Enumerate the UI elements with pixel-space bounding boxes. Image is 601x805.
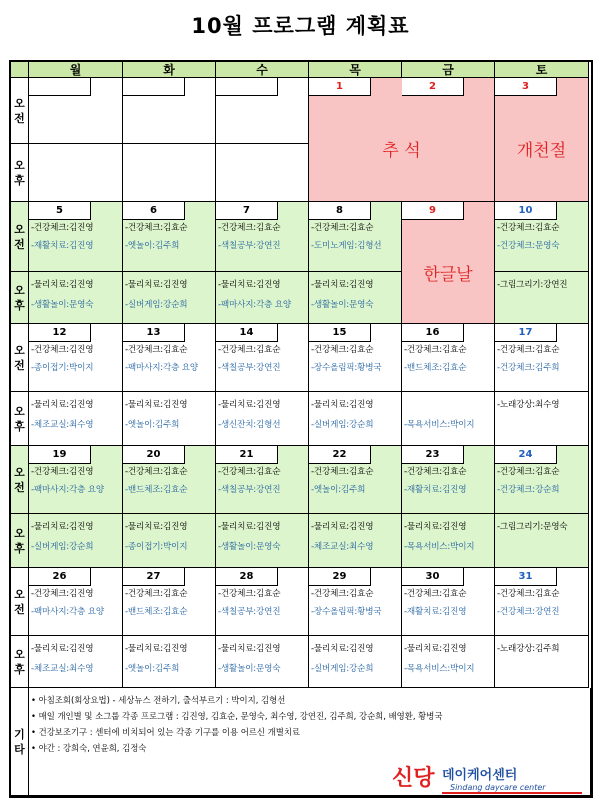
week3-am-2[interactable] [216, 324, 309, 392]
week5-pm-4[interactable] [402, 636, 495, 688]
schedule-line: -물리치료:김진영 [125, 522, 188, 532]
week2-am-1[interactable] [123, 202, 216, 272]
schedule-line: -물리치료:김진영 [125, 280, 188, 290]
schedule-line: -건강체크:김효순 [218, 345, 281, 355]
week4-pm-2[interactable] [216, 514, 309, 568]
schedule-line: -건강체크:김효순 [497, 467, 560, 477]
week2-am-0[interactable] [29, 202, 123, 272]
side-am-week1 [11, 78, 29, 144]
week2-am-2[interactable] [216, 202, 309, 272]
schedule-line: -엣놀이:김주희 [125, 664, 180, 674]
side-pm-week1-text: 오후 [14, 158, 25, 187]
week3-pm-3[interactable] [309, 392, 402, 446]
page-title: 10월 프로그램 계획표 [191, 14, 410, 38]
schedule-line: -물리치료:김진영 [31, 400, 94, 410]
schedule-line: -물리치료:김진영 [311, 280, 374, 290]
schedule-line: -물리치료:김진영 [311, 400, 374, 410]
side-etc-text: 기타 [14, 727, 25, 756]
schedule-line: -생활놀이:문영숙 [311, 300, 374, 310]
schedule-line: -물리치료:김진영 [218, 400, 281, 410]
schedule-line: -장수올림픽:황병국 [311, 363, 382, 373]
schedule-line: -건강체크:김효순 [125, 223, 188, 233]
schedule-line: -체조교실:최수영 [311, 542, 374, 552]
week5-am-2[interactable] [216, 568, 309, 636]
date-21: 21 [216, 446, 278, 464]
empty-cell-pm-1 [123, 144, 216, 202]
week2-pm-0[interactable] [29, 272, 123, 324]
side-am-week3 [11, 324, 29, 392]
holiday-gaecheon-label: 개천절 [516, 141, 567, 161]
weekday-header-1: 화 [123, 62, 216, 78]
date-24: 24 [495, 446, 557, 464]
week5-pm-2[interactable] [216, 636, 309, 688]
schedule-line: -물리치료:김진영 [31, 644, 94, 654]
side-am-week1-text: 오전 [14, 96, 25, 125]
week4-pm-0[interactable] [29, 514, 123, 568]
schedule-line: -건강체크:김효순 [125, 345, 188, 355]
weekday-header-3: 목 [309, 62, 402, 78]
week4-am-0[interactable] [29, 446, 123, 514]
schedule-line: -재활치료:김진영 [404, 485, 467, 495]
side-pm-week1 [11, 144, 29, 202]
holiday-hangeul-label: 한글날 [423, 265, 473, 285]
week4-pm-4[interactable] [402, 514, 495, 568]
schedule-line: -건강체크:김효순 [311, 223, 374, 233]
empty-cell-am-2 [216, 78, 309, 144]
week5-pm-1[interactable] [123, 636, 216, 688]
schedule-line: -종이접기:박이지 [125, 542, 188, 552]
holiday-hangeul [402, 202, 495, 324]
week2-pm-3[interactable] [309, 272, 402, 324]
note-line: • 매일 개인별 및 소그룹 각종 프로그램 : 김진영, 김효순, 문영숙, 최수영, 강연진, 김주희, 강순희, 배영환, 황병국 [31, 711, 443, 721]
date-5: 5 [29, 202, 91, 220]
schedule-line: -노래강상:김주희 [497, 644, 560, 654]
side-pm-week4 [11, 514, 29, 568]
note-line: • 야간 : 강희숙, 연윤희, 김정숙 [31, 743, 147, 753]
week2-am-3[interactable] [309, 202, 402, 272]
schedule-line: -물리치료:김진영 [31, 280, 94, 290]
schedule-line: -도미노게임:김형선 [311, 241, 382, 251]
week5-am-1[interactable] [123, 568, 216, 636]
weekday-header-0: 월 [29, 62, 123, 78]
side-pm-week5-text: 오후 [14, 647, 25, 676]
schedule-line: -체조교실:최수영 [31, 420, 94, 430]
schedule-line: -건강체크:김효순 [311, 345, 374, 355]
week3-am-1[interactable] [123, 324, 216, 392]
schedule-line: -건강체크:강연진 [497, 607, 560, 617]
side-pm-week2-text: 오후 [14, 283, 25, 312]
side-am-week2-text: 오전 [14, 222, 25, 251]
schedule-line: -체조교실:최수영 [31, 664, 94, 674]
side-etc [11, 688, 29, 796]
schedule-line: -실버게임:강순희 [311, 420, 374, 430]
schedule-line: -건강체크:김효순 [125, 467, 188, 477]
calendar-table [9, 60, 593, 798]
note-line: • 건강보조기구 : 센터에 비치되어 있는 각종 기구를 이용 어르신 개별치료 [31, 727, 300, 737]
side-am-week5-text: 오전 [14, 587, 25, 616]
schedule-line: -물리치료:김진영 [31, 522, 94, 532]
empty-cell-pm-2 [216, 144, 309, 202]
week4-am-1[interactable] [123, 446, 216, 514]
center-logo [390, 765, 590, 795]
week4-pm-1[interactable] [123, 514, 216, 568]
schedule-line: -물리치료:김진영 [311, 644, 374, 654]
header-corner [11, 62, 29, 78]
week5-pm-5[interactable] [495, 636, 589, 688]
empty-cell-pm-0 [29, 144, 123, 202]
schedule-line: -생활놀이:문영숙 [31, 300, 94, 310]
week5-pm-3[interactable] [309, 636, 402, 688]
date-box-empty [216, 78, 278, 96]
week4-am-4[interactable] [402, 446, 495, 514]
schedule-line: -팩마사지:각층 요양 [31, 485, 104, 495]
schedule-line: -물리치료:김진영 [311, 522, 374, 532]
holiday-chuseok [309, 78, 495, 202]
schedule-line: -생신잔치:김형선 [218, 420, 281, 430]
side-am-week2 [11, 202, 29, 272]
date-20: 20 [123, 446, 185, 464]
schedule-line: -엣놀이:김주희 [125, 241, 180, 251]
schedule-line: -색칠공부:강연진 [218, 607, 281, 617]
date-box-empty [123, 78, 185, 96]
schedule-line: -색칠공부:강연진 [218, 241, 281, 251]
date-1: 1 [309, 78, 371, 96]
schedule-line: -팩마사지:각층 요양 [125, 363, 198, 373]
schedule-line: -건강체크:김효순 [404, 345, 467, 355]
date-box-empty [29, 78, 91, 96]
empty-cell-am-1 [123, 78, 216, 144]
date-23: 23 [402, 446, 464, 464]
date-30: 30 [402, 568, 464, 586]
schedule-line: -물리치료:김진영 [404, 644, 467, 654]
schedule-line: -건강체크:김진영 [31, 345, 94, 355]
weekday-header-2: 수 [216, 62, 309, 78]
schedule-line: -실버게임:강순희 [125, 300, 188, 310]
week4-am-5[interactable] [495, 446, 589, 514]
date-31: 31 [495, 568, 557, 586]
date-28: 28 [216, 568, 278, 586]
schedule-line: -장수올림픽:황병국 [311, 607, 382, 617]
date-26: 26 [29, 568, 91, 586]
week3-pm-5[interactable] [495, 392, 589, 446]
week5-am-0[interactable] [29, 568, 123, 636]
schedule-line: -물리치료:김진영 [125, 644, 188, 654]
week5-am-3[interactable] [309, 568, 402, 636]
date-14: 14 [216, 324, 278, 342]
schedule-line: -목욕서비스:박이지 [404, 664, 475, 674]
schedule-line: -색칠공부:강연진 [218, 485, 281, 495]
schedule-line: -재활치료:김진영 [31, 241, 94, 251]
week2-pm-5[interactable] [495, 272, 589, 324]
schedule-line: -건강체크:김효순 [218, 589, 281, 599]
schedule-line: -노래강상:최수영 [497, 400, 560, 410]
side-am-week4 [11, 446, 29, 514]
weekday-header-4: 금 [402, 62, 495, 78]
date-9: 9 [402, 202, 464, 220]
schedule-line: -그림그리기:강연진 [497, 280, 568, 290]
schedule-line: -색칠공부:강연진 [218, 363, 281, 373]
schedule-line: -목욕서비스:박이지 [404, 420, 475, 430]
schedule-line: -건강체크:김효순 [218, 467, 281, 477]
schedule-line: -실버게임:강순희 [31, 542, 94, 552]
schedule-line: -밴드체조:김효순 [125, 485, 188, 495]
schedule-line: -건강체크:김효순 [497, 589, 560, 599]
holiday-gaecheon [495, 78, 589, 202]
schedule-line: -건강체크:김효순 [311, 589, 374, 599]
week3-am-4[interactable] [402, 324, 495, 392]
schedule-line: -물리치료:김진영 [218, 644, 281, 654]
schedule-line: -건강체크:김주희 [497, 363, 560, 373]
date-29: 29 [309, 568, 371, 586]
schedule-line: -밴드체조:김효순 [404, 363, 467, 373]
week3-am-0[interactable] [29, 324, 123, 392]
schedule-line: -물리치료:김진영 [125, 400, 188, 410]
schedule-line: -건강체크:김효순 [404, 467, 467, 477]
week4-am-2[interactable] [216, 446, 309, 514]
logo-underline [442, 792, 582, 794]
week4-am-3[interactable] [309, 446, 402, 514]
week3-pm-4[interactable] [402, 392, 495, 446]
date-6: 6 [123, 202, 185, 220]
logo-name-red: 신당 [392, 766, 435, 791]
side-am-week5 [11, 568, 29, 636]
date-7: 7 [216, 202, 278, 220]
date-12: 12 [29, 324, 91, 342]
date-15: 15 [309, 324, 371, 342]
schedule-line: -실버게임:강순희 [311, 664, 374, 674]
schedule-line: -종이접기:박이지 [31, 363, 94, 373]
week4-pm-3[interactable] [309, 514, 402, 568]
note-line: • 아침조회(회상요법) - 세상뉴스 전하기, 출석부르기 : 박이지, 김형선 [31, 695, 286, 705]
empty-cell-am-0 [29, 78, 123, 144]
schedule-line: -건강체크:김진영 [31, 467, 94, 477]
schedule-line: -재활치료:김진영 [404, 607, 467, 617]
week4-pm-5[interactable] [495, 514, 589, 568]
week2-pm-2[interactable] [216, 272, 309, 324]
schedule-line: -건강체크:강순희 [497, 485, 560, 495]
schedule-line: -팩마사지:각층 요양 [31, 607, 104, 617]
date-10: 10 [495, 202, 557, 220]
date-3: 3 [495, 78, 557, 96]
side-pm-week3-text: 오후 [14, 404, 25, 433]
schedule-line: -건강체크:김효순 [497, 345, 560, 355]
schedule-line: -물리치료:김진영 [218, 280, 281, 290]
logo-name-blue: 데이케어센터 [442, 768, 518, 783]
schedule-line: -그림그리기:문영숙 [497, 522, 568, 532]
side-pm-week3 [11, 392, 29, 446]
week2-am-5[interactable] [495, 202, 589, 272]
schedule-line: -건강체크:김진영 [31, 589, 94, 599]
date-16: 16 [402, 324, 464, 342]
date-17: 17 [495, 324, 557, 342]
schedule-line: -건강체크:김효순 [311, 467, 374, 477]
schedule-line: -건강체크:김효순 [497, 223, 560, 233]
date-2: 2 [402, 78, 464, 96]
schedule-line: -목욕서비스:박이지 [404, 542, 475, 552]
weekday-header-5: 토 [495, 62, 589, 78]
week2-pm-1[interactable] [123, 272, 216, 324]
side-am-week4-text: 오전 [14, 465, 25, 494]
schedule-line: -생활놀이:문영숙 [218, 542, 281, 552]
side-am-week3-text: 오전 [14, 343, 25, 372]
logo-subtitle: Sindang daycare center [450, 783, 546, 792]
week3-pm-2[interactable] [216, 392, 309, 446]
date-19: 19 [29, 446, 91, 464]
schedule-line: -밴드체조:김효순 [125, 607, 188, 617]
week5-am-5[interactable] [495, 568, 589, 636]
week3-am-5[interactable] [495, 324, 589, 392]
schedule-line: -엣놀이:김주희 [125, 420, 180, 430]
week5-am-4[interactable] [402, 568, 495, 636]
side-pm-week5 [11, 636, 29, 688]
schedule-line: -물리치료:김진영 [218, 522, 281, 532]
week3-pm-0[interactable] [29, 392, 123, 446]
side-pm-week4-text: 오후 [14, 526, 25, 555]
holiday-chuseok-label: 추 석 [382, 141, 421, 161]
schedule-line: -엣놀이:김주희 [311, 485, 366, 495]
side-pm-week2 [11, 272, 29, 324]
date-8: 8 [309, 202, 371, 220]
week3-pm-1[interactable] [123, 392, 216, 446]
schedule-line: -물리치료:김진영 [404, 522, 467, 532]
schedule-line: -건강체크:김효순 [218, 223, 281, 233]
schedule-line: -건강체크:김효순 [404, 589, 467, 599]
schedule-line: -건강체크:문영숙 [497, 241, 560, 251]
schedule-line: -건강체크:김효순 [125, 589, 188, 599]
date-22: 22 [309, 446, 371, 464]
week5-pm-0[interactable] [29, 636, 123, 688]
schedule-line: -팩마사지:각층 요양 [218, 300, 291, 310]
date-13: 13 [123, 324, 185, 342]
date-27: 27 [123, 568, 185, 586]
schedule-line: -건강체크:김진영 [31, 223, 94, 233]
schedule-line: -생활놀이:문영숙 [218, 664, 281, 674]
week3-am-3[interactable] [309, 324, 402, 392]
